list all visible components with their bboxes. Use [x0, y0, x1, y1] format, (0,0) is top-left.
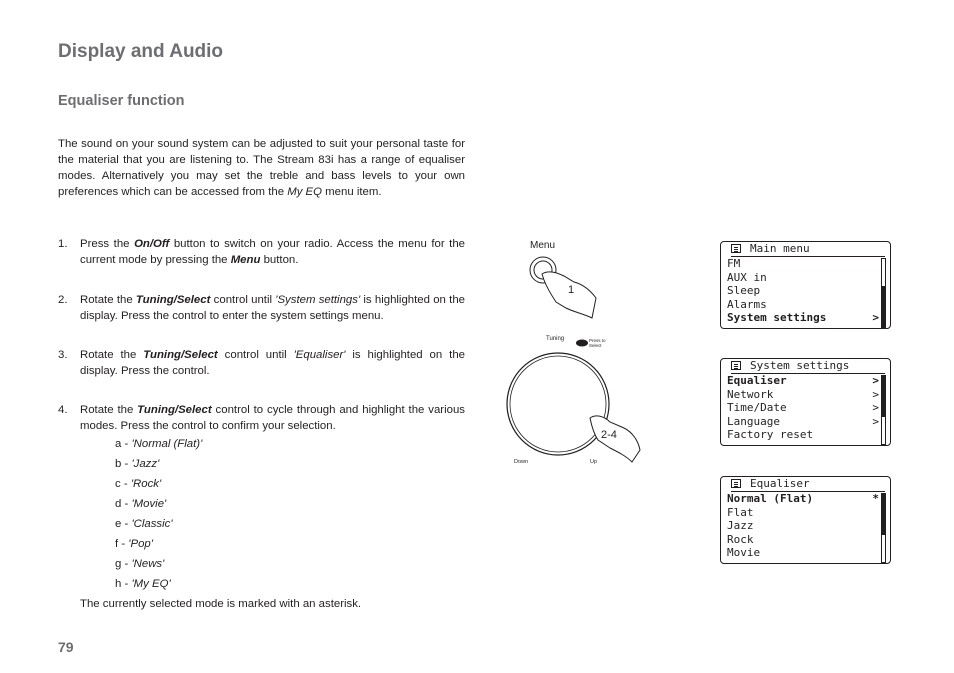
menu-item: FM [727, 257, 741, 270]
menu-item: Language > [727, 414, 879, 428]
option-e: e - 'Classic' [115, 518, 173, 530]
display-scrollbar [881, 375, 886, 445]
menu-item: Sleep [727, 284, 761, 297]
page-number: 79 [58, 639, 74, 655]
down-label: Down [514, 459, 529, 465]
display-title: Main menu [750, 242, 810, 255]
step-4: 4. Rotate the Tuning/Select control to cycle through and highlight the various modes. Press the control to confirm your selection. [58, 404, 465, 432]
option-d: d - 'Movie' [115, 498, 167, 510]
option-b: b - 'Jazz' [115, 458, 160, 470]
scrollbar-thumb [882, 376, 885, 417]
scrollbar-thumb [882, 494, 885, 535]
menu-item: AUX in [727, 270, 767, 284]
select-label: Select [589, 343, 602, 348]
display-scrollbar [881, 493, 886, 563]
option-c: c - 'Rock' [115, 478, 162, 490]
tuning-knob-icon [507, 353, 609, 455]
menu-item: Jazz [727, 519, 754, 532]
display-main-menu [720, 241, 891, 329]
section-heading: Equaliser function [58, 93, 185, 109]
step-1: 1. Press the On/Off button to switch on your radio. Access the menu for the current mode by pressing the Menu button. [58, 238, 466, 266]
menu-list-icon [731, 244, 741, 253]
menu-item-selected: Equaliser > [727, 374, 879, 387]
display-equaliser [720, 476, 891, 564]
menu-item: Flat [727, 505, 754, 519]
display-title: Equaliser [750, 477, 810, 490]
menu-item: Factory reset [727, 428, 814, 441]
display-system-settings [720, 358, 891, 446]
display-title: System settings [750, 359, 850, 372]
menu-item: Network > [727, 387, 879, 401]
step-2: 2. Rotate the Tuning/Select control until 'System settings' is highlighted on the display. Press the control to enter the system settings menu. [58, 294, 465, 322]
menu-step-label: 1 [568, 284, 575, 296]
up-label: Up [590, 459, 598, 465]
menu-item-selected: Normal (Flat) * [727, 492, 879, 505]
option-g: g - 'News' [115, 558, 165, 570]
intro-paragraph: The sound on your sound system can be adjusted to suit your personal taste for the material that you are listening to. The Stream 83i has a range of equaliser modes. Alternatively you may set the treble and bass levels to your own preferences which can be accessed from the My EQ menu item. [58, 138, 465, 198]
asterisk-note: The currently selected mode is marked with an asterisk. [80, 598, 362, 610]
page-title: Display and Audio [58, 41, 224, 62]
menu-item: Rock [727, 532, 754, 546]
display-header [731, 478, 885, 492]
menu-item: Movie [727, 546, 761, 559]
menu-item: Alarms [727, 297, 767, 311]
tuning-step-label: 2-4 [601, 429, 617, 441]
display-header [731, 243, 885, 257]
option-f: f - 'Pop' [115, 538, 153, 550]
display-scrollbar [881, 258, 886, 328]
press-to-label: Press to [589, 338, 606, 343]
tuning-label: Tuning [546, 336, 565, 342]
menu-item-selected: System settings > [727, 311, 879, 324]
menu-list-icon [731, 479, 741, 488]
display-header [731, 360, 885, 374]
option-h: h - 'My EQ' [115, 578, 171, 590]
scrollbar-thumb [882, 286, 885, 327]
step-3: 3. Rotate the Tuning/Select control until 'Equaliser' is highlighted on the display. Press the control. [58, 349, 465, 377]
option-a: a - 'Normal (Flat)' [115, 438, 203, 450]
press-select-icon [576, 340, 588, 347]
menu-item: Time/Date > [727, 401, 879, 414]
menu-list-icon [731, 361, 741, 370]
menu-label: Menu [530, 240, 556, 251]
control-illustration [500, 232, 650, 472]
